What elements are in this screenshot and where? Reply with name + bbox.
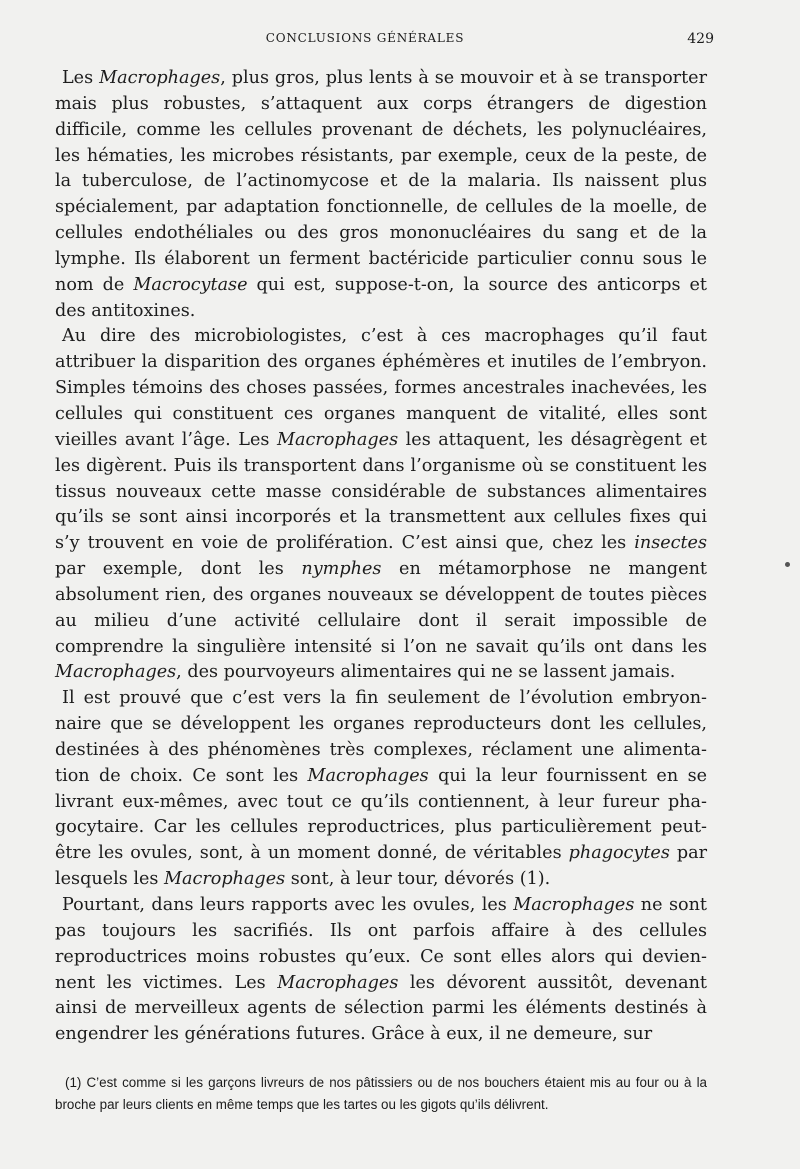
paragraph [55, 324, 707, 686]
text-run: les attaquent, les désagrègent et les digèrent. Puis ils transportent dans l’organisme où se constituent les tissus nouveaux cette masse considérable de substances alimentaires qu’ils se sont ainsi incorporés et la transmettent aux cellules fixes qui s’y trouvent en voie de prolifération. C’est ainsi que, chez les [55, 429, 707, 554]
text-run: , des pourvoyeurs alimentaires qui ne se lassent jamais. [176, 662, 676, 683]
paragraph [55, 893, 707, 1048]
text-run: Les [62, 68, 100, 88]
footnote: (1) C’est comme si les garçons livreurs de nos pâtissiers ou de nos bouchers étaient mis au four ou à la broche par leurs clients en même temps que les tartes ou les gigots qu’ils délivrent. [55, 1075, 707, 1112]
text-run: qui la leur fournissent en se livrant eux-mêmes, avec tout ce qu’ils contiennent, à leur fureur phagocytaire. Car les cellules reproductrices, plus particulièrement peut-être les ovules, sont, à un moment donné, de véritables [55, 765, 708, 864]
running-title: CONCLUSIONS GÉNÉRALES [265, 31, 465, 45]
text-run: par lesquels les [55, 843, 707, 890]
italic-term: Macrophages [513, 895, 635, 915]
text-run: Pourtant, dans leurs rapports avec les ovules, les [62, 895, 514, 915]
body-text [55, 66, 707, 1048]
text-run: en métamorphose ne mangent absolument rien, des organes nouveaux se développent de toutes pièces au milieu d’une activité cellulaire dont il serait impossible de comprendre la singulière intensité si l’on ne savait qu’ils ont dans les [55, 559, 707, 657]
paragraph [55, 686, 707, 893]
italic-term: Macrophages [55, 662, 177, 683]
italic-term: phagocytes [568, 843, 670, 864]
italic-term: Macrophages [277, 972, 399, 993]
text-run: par exemple, dont les [55, 559, 302, 580]
italic-term: Macrocytase [133, 274, 248, 295]
text-run: ne sont pas toujours les sacrifiés. Ils ont parfois affaire à des cellules reproductrices moins robustes qu’eux. Ce sont elles alors qui deviennent les victimes. Les [55, 895, 707, 993]
text-run: sont, à leur tour, dévorés (1). [285, 869, 551, 890]
italic-term: Macrophages [276, 429, 399, 450]
italic-term: nymphes [301, 559, 382, 580]
text-run: qui est, suppose-t-on, la source des anticorps et des antitoxines. [55, 274, 708, 321]
text-run: Il est prouvé que c’est vers la fin seulement de l’évolution embryonnaire que se développent les organes reproducteurs dont les cellules, destinées à des phénomènes très complexes, réclament une alimentation de choix. Ce sont les [55, 688, 707, 786]
italic-term: Macrophages [99, 68, 221, 88]
text-run: Au dire des microbiologistes, c’est à ces macrophages qu’il faut attribuer la disparition des organes éphémères et inutiles de l’embryon. Simples témoins des choses passées, formes ancestrales inachevées, les cellules qui constituent ces organes manquent de vitalité, elles sont vieilles avant l’âge. Les [55, 326, 707, 450]
margin-mark [785, 562, 790, 567]
paragraph [55, 66, 707, 324]
page-number: 429 [687, 31, 714, 47]
text-run: les dévorent aussitôt, devenant ainsi de merveilleux agents de sélection parmi les éléments destinés à engendrer les générations futures. Grâce à eux, il ne demeure, sur [55, 972, 707, 1045]
italic-term: insectes [634, 533, 707, 554]
italic-term: Macrophages [163, 869, 286, 890]
italic-term: Macrophages [307, 765, 429, 786]
text-run: , plus gros, plus lents à se mouvoir et à se transporter mais plus robustes, s’attaquent aux corps étrangers de digestion difficile, comme les cellules provenant de déchets, les polynucléaires, les hématies, les microbes résistants, par exemple, ceux de la peste, de la tuberculose, de l’actinomycose et de la malaria. Ils naissent plus spécialement, par adaptation fonctionnelle, de cellules de la moelle, de cellules endothéliales ou des gros mononucléaires du sang et de la lymphe. Ils élaborent un ferment bactéricide particulier connu sous le nom de [55, 68, 707, 295]
running-head [0, 31, 800, 53]
